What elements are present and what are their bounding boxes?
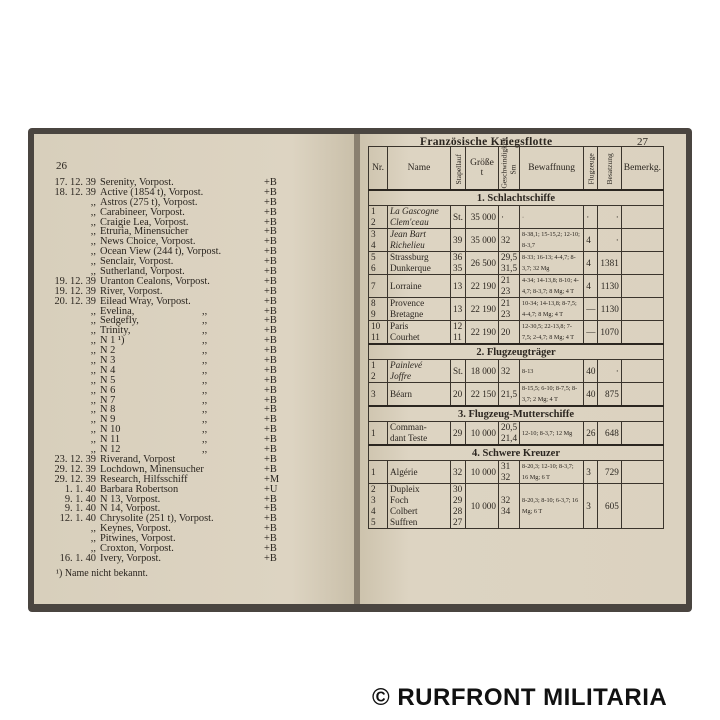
besatzung-cell: 875: [598, 383, 621, 407]
besatzung-cell: 1381: [598, 252, 621, 275]
entry-date: ,,: [90, 424, 96, 436]
entry-mark: +B: [264, 493, 277, 505]
page-title: Französische Kriegsflotte: [420, 136, 553, 148]
num-cell: 7: [369, 275, 388, 298]
bewaffnung-cell: 8-20,3; 12-10; 8-3,7; 16 Mg; 6 T: [520, 461, 584, 484]
bemerkung-cell: [621, 252, 663, 275]
groesse-cell: 22 190: [465, 298, 498, 321]
num-cell: 10 11: [369, 321, 388, 345]
entry-mark: +B: [264, 542, 277, 554]
entry-mark: +B: [264, 414, 277, 426]
entry-mark: +B: [264, 552, 277, 564]
entry-name: N 4: [100, 364, 116, 376]
entry-date: ,,: [90, 355, 96, 367]
bewaffnung-cell: 12-10; 8-3,7; 12 Mg: [520, 422, 584, 446]
list-item: [52, 257, 352, 267]
bemerkung-cell: [621, 422, 663, 446]
page-number: 26: [56, 160, 67, 172]
bemerkung-cell: [621, 360, 663, 383]
entry-date: ,,: [90, 414, 96, 426]
entry-ditto: ,,: [202, 404, 208, 416]
entry-date: ,,: [90, 325, 96, 337]
section-title: 1. Schlachtschiffe: [369, 190, 664, 206]
entry-name: N 14, Vorpost.: [100, 503, 161, 515]
flugzeuge-cell: —: [584, 298, 598, 321]
bemerkung-cell: [621, 383, 663, 407]
entry-mark: +B: [264, 364, 277, 376]
entry-mark: +B: [264, 374, 277, 386]
table-header-row: [369, 147, 664, 191]
entry-date: 29. 12. 39: [54, 463, 96, 475]
entry-ditto: ,,: [202, 364, 208, 376]
bewaffnung-cell: 4-34; 14-13,8; 8-10; 4-4,7; 8-3,7; 8 Mg; 4 T: [520, 275, 584, 298]
entry-name: Senclair, Vorpost.: [100, 256, 174, 268]
bewaffnung-cell: 8-13: [520, 360, 584, 383]
stapellauf-cell: 12 11: [451, 321, 466, 345]
entry-ditto: ,,: [202, 384, 208, 396]
entry-mark: +B: [264, 453, 277, 465]
groesse-cell: 26 500: [465, 252, 498, 275]
list-item: [52, 465, 352, 475]
name-cell: Paris Courhet: [388, 321, 451, 345]
entry-date: 12. 1. 40: [59, 513, 96, 525]
col-bemerkung: Bemerkg.: [621, 147, 663, 191]
entry-mark: +B: [264, 256, 277, 268]
entry-mark: +B: [264, 355, 277, 367]
entry-date: ,,: [90, 226, 96, 238]
entry-date: ,,: [90, 533, 96, 545]
entry-mark: +B: [264, 206, 277, 218]
entry-date: 19. 12. 39: [54, 275, 96, 287]
entry-name: Croxton, Vorpost.: [100, 542, 174, 554]
speed-cell: ·: [498, 206, 519, 229]
entry-mark: +B: [264, 266, 277, 278]
entry-name: Serenity, Vorpost.: [100, 177, 174, 188]
entry-mark: +B: [264, 325, 277, 337]
list-item: [52, 287, 352, 297]
table-row: [369, 461, 664, 484]
entry-date: ,,: [90, 206, 96, 218]
list-item: [52, 544, 352, 554]
entry-ditto: ,,: [202, 325, 208, 337]
stapellauf-cell: 13: [451, 298, 466, 321]
entry-date: ,,: [90, 523, 96, 535]
entry-mark: +B: [264, 523, 277, 535]
bewaffnung-cell: 10-34; 14-13,8; 8-7,5; 4-4,7; 8 Mg; 4 T: [520, 298, 584, 321]
entry-name: Eilead Wray, Vorpost.: [100, 295, 191, 307]
entry-mark: +B: [264, 186, 277, 198]
entry-ditto: ,,: [202, 374, 208, 386]
list-item: [52, 227, 352, 237]
entry-date: ,,: [90, 236, 96, 248]
left-page: [34, 134, 356, 604]
entry-date: 9. 1. 40: [64, 493, 96, 505]
entry-date: ,,: [90, 266, 96, 278]
speed-cell: 21 23: [498, 275, 519, 298]
groesse-cell: 35 000: [465, 206, 498, 229]
entry-mark: +B: [264, 533, 277, 545]
table-row: [369, 360, 664, 383]
list-item: [52, 218, 352, 228]
right-page: [360, 134, 686, 604]
entry-name: N 6: [100, 384, 116, 396]
table-row: [369, 484, 664, 529]
entry-name: N 12: [100, 444, 121, 456]
list-item: [52, 277, 352, 287]
entry-name: Chrysolite (251 t), Vorpost.: [100, 513, 214, 525]
bemerkung-cell: [621, 298, 663, 321]
entry-ditto: ,,: [202, 394, 208, 406]
bewaffnung-cell: 8-38,1; 15-15,2; 12-10; 8-3,7: [520, 229, 584, 252]
num-cell: 3: [369, 383, 388, 407]
entry-date: 18. 12. 39: [54, 186, 96, 198]
section-title: 4. Schwere Kreuzer: [369, 445, 664, 461]
entry-mark: +B: [264, 424, 277, 436]
entry-mark: +B: [264, 226, 277, 238]
besatzung-cell: 1130: [598, 275, 621, 298]
flugzeuge-cell: 3: [584, 461, 598, 484]
col-stapellauf: Stapellauf: [451, 147, 466, 191]
besatzung-cell: ·: [598, 206, 621, 229]
flugzeuge-cell: —: [584, 321, 598, 345]
col-groesse: Größe t: [465, 147, 498, 191]
num-cell: 1: [369, 461, 388, 484]
entry-name: Barbara Robertson: [100, 483, 179, 495]
bemerkung-cell: [621, 461, 663, 484]
entry-mark: +B: [264, 384, 277, 396]
bewaffnung-cell: 8-20,3; 8-10; 6-3,7; 16 Mg; 6 T: [520, 484, 584, 529]
entry-name: Pitwines, Vorpost.: [100, 533, 176, 545]
entry-date: ,,: [90, 444, 96, 456]
section-title: 2. Flugzeugträger: [369, 344, 664, 360]
table-row: [369, 383, 664, 407]
entry-date: ,,: [90, 404, 96, 416]
col-name: Name: [388, 147, 451, 191]
entry-name: News Choice, Vorpost.: [100, 236, 196, 248]
bemerkung-cell: [621, 484, 663, 529]
besatzung-cell: 605: [598, 484, 621, 529]
entry-date: 19. 12. 39: [54, 285, 96, 297]
col-nr: Nr.: [369, 147, 388, 191]
entry-mark: +B: [264, 196, 277, 208]
groesse-cell: 22 190: [465, 321, 498, 345]
table-row: [369, 206, 664, 229]
entry-date: 20. 12. 39: [54, 295, 96, 307]
num-cell: 8 9: [369, 298, 388, 321]
name-cell: Béarn: [388, 383, 451, 407]
entry-name: N 2: [100, 345, 116, 357]
name-cell: Dupleix Foch Colbert Suffren: [388, 484, 451, 529]
entry-date: ,,: [90, 256, 96, 268]
entry-ditto: ,,: [202, 335, 208, 347]
entry-mark: +B: [264, 295, 277, 307]
list-item: [52, 247, 352, 257]
list-item: [52, 475, 352, 485]
stapellauf-cell: 29: [451, 422, 466, 446]
stapellauf-cell: St.: [451, 206, 466, 229]
name-cell: Provence Bretagne: [388, 298, 451, 321]
flugzeuge-cell: 40: [584, 383, 598, 407]
table-row: [369, 321, 664, 345]
bewaffnung-cell: 12-30,5; 22-13,8; 7-7,5; 2-4,7; 8 Mg; 4 T: [520, 321, 584, 345]
name-cell: Strassburg Dunkerque: [388, 252, 451, 275]
entry-date: 23. 12. 39: [54, 453, 96, 465]
entry-mark: +B: [264, 345, 277, 357]
entry-name: N 9: [100, 414, 116, 426]
entry-date: ,,: [90, 315, 96, 327]
bemerkung-cell: [621, 206, 663, 229]
col-bewaffnung: Bewaffnung: [520, 147, 584, 191]
name-cell: Comman- dant Teste: [388, 422, 451, 446]
bewaffnung-cell: 8-33; 16-13; 4-4,7; 8-3,7; 32 Mg: [520, 252, 584, 275]
speed-cell: 20,5 21,4: [498, 422, 519, 446]
besatzung-cell: 648: [598, 422, 621, 446]
entry-mark: +B: [264, 275, 277, 287]
list-item: [52, 188, 352, 198]
watermark: © RURFRONT MILITARIA: [372, 684, 668, 711]
flugzeuge-cell: 4: [584, 275, 598, 298]
bemerkung-cell: [621, 229, 663, 252]
list-item: [52, 495, 352, 505]
entry-ditto: ,,: [202, 414, 208, 426]
entry-name: Etruria, Minensucher: [100, 226, 189, 238]
entry-mark: +B: [264, 513, 277, 525]
besatzung-cell: ·: [598, 360, 621, 383]
entry-name: Ocean View (244 t), Vorpost.: [100, 246, 222, 258]
speed-cell: 29,5 31,5: [498, 252, 519, 275]
num-cell: 5 6: [369, 252, 388, 275]
entry-date: ,,: [90, 364, 96, 376]
section-title: 3. Flugzeug-Mutterschiffe: [369, 406, 664, 422]
list-item: [52, 524, 352, 534]
col-geschwindigkeit: Geschwindigkeit Sm: [500, 137, 518, 189]
loss-list: [52, 178, 352, 564]
entry-date: 17. 12. 39: [54, 177, 96, 188]
entry-ditto: ,,: [202, 305, 208, 317]
entry-name: N 11: [100, 434, 121, 446]
entry-mark: +B: [264, 503, 277, 515]
entry-mark: +B: [264, 394, 277, 406]
entry-name: N 13, Vorpost.: [100, 493, 161, 505]
entry-date: 16. 1. 40: [59, 552, 96, 564]
entry-date: ,,: [90, 374, 96, 386]
speed-cell: 32: [498, 360, 519, 383]
besatzung-cell: ·: [598, 229, 621, 252]
entry-name: N 1 ¹): [100, 335, 125, 347]
entry-date: ,,: [90, 542, 96, 554]
name-cell: Algérie: [388, 461, 451, 484]
table-row: [369, 252, 664, 275]
entry-name: N 3: [100, 355, 116, 367]
name-cell: Jean Bart Richelieu: [388, 229, 451, 252]
entry-date: ,,: [90, 345, 96, 357]
entry-date: 1. 1. 40: [64, 483, 96, 495]
num-cell: 2 3 4 5: [369, 484, 388, 529]
entry-mark: +B: [264, 177, 277, 188]
bewaffnung-cell: 8-15,5; 6-10; 8-7,5; 8-3,7; 2 Mg; 4 T: [520, 383, 584, 407]
entry-name: Ivery, Vorpost.: [100, 552, 161, 564]
groesse-cell: 18 000: [465, 360, 498, 383]
entry-mark: +U: [264, 483, 278, 495]
num-cell: 1 2: [369, 206, 388, 229]
list-item: [52, 554, 352, 564]
entry-mark: +B: [264, 305, 277, 317]
flugzeuge-cell: ·: [584, 206, 598, 229]
entry-date: ,,: [90, 305, 96, 317]
entry-name: Craigie Lea, Vorpost.: [100, 216, 189, 228]
entry-name: Research, Hilfsschiff: [100, 473, 188, 485]
speed-cell: 21 23: [498, 298, 519, 321]
name-cell: Painlevé Joffre: [388, 360, 451, 383]
entry-ditto: ,,: [202, 345, 208, 357]
num-cell: 1 2: [369, 360, 388, 383]
entry-name: Uranton Cealons, Vorpost.: [100, 275, 210, 287]
list-item: [52, 208, 352, 218]
entry-date: ,,: [90, 335, 96, 347]
entry-name: Trinity,: [100, 325, 131, 337]
stapellauf-cell: 32: [451, 461, 466, 484]
num-cell: 3 4: [369, 229, 388, 252]
entry-name: Riverand, Vorpost: [100, 453, 176, 465]
besatzung-cell: 1130: [598, 298, 621, 321]
entry-date: ,,: [90, 216, 96, 228]
bewaffnung-cell: ·: [520, 206, 584, 229]
bemerkung-cell: [621, 321, 663, 345]
flugzeuge-cell: 4: [584, 229, 598, 252]
num-cell: 1: [369, 422, 388, 446]
list-item: [52, 534, 352, 544]
entry-name: Keynes, Vorpost.: [100, 523, 171, 535]
footnote: ¹) Name nicht bekannt.: [56, 568, 148, 579]
entry-date: ,,: [90, 246, 96, 258]
entry-mark: +B: [264, 246, 277, 258]
entry-date: ,,: [90, 196, 96, 208]
col-besatzung: Besatzung: [598, 147, 621, 191]
entry-date: ,,: [90, 384, 96, 396]
entry-mark: +B: [264, 315, 277, 327]
bemerkung-cell: [621, 275, 663, 298]
stapellauf-cell: 39: [451, 229, 466, 252]
stapellauf-cell: St.: [451, 360, 466, 383]
speed-cell: 31 32: [498, 461, 519, 484]
entry-ditto: ,,: [202, 444, 208, 456]
list-item: [52, 198, 352, 208]
col-flugzeuge: Flugzeuge: [584, 147, 598, 191]
entry-ditto: ,,: [202, 315, 208, 327]
besatzung-cell: 1070: [598, 321, 621, 345]
entry-ditto: ,,: [202, 355, 208, 367]
entry-mark: +B: [264, 216, 277, 228]
table-row: [369, 275, 664, 298]
groesse-cell: 22 150: [465, 383, 498, 407]
entry-mark: +B: [264, 335, 277, 347]
stapellauf-cell: 13: [451, 275, 466, 298]
entry-mark: +B: [264, 285, 277, 297]
entry-name: N 10: [100, 424, 121, 436]
entry-name: N 8: [100, 404, 116, 416]
list-item: [52, 485, 352, 495]
entry-name: Lochdown, Minensucher: [100, 463, 204, 475]
groesse-cell: 35 000: [465, 229, 498, 252]
speed-cell: 32: [498, 229, 519, 252]
flugzeuge-cell: 4: [584, 252, 598, 275]
flugzeuge-cell: 40: [584, 360, 598, 383]
table-row: [369, 229, 664, 252]
entry-name: Sutherland, Vorpost.: [100, 266, 185, 278]
entry-mark: +B: [264, 444, 277, 456]
entry-name: River, Vorpost.: [100, 285, 163, 297]
entry-date: ,,: [90, 394, 96, 406]
flugzeuge-cell: 3: [584, 484, 598, 529]
entry-mark: +B: [264, 404, 277, 416]
groesse-cell: 10 000: [465, 484, 498, 529]
entry-mark: +B: [264, 236, 277, 248]
entry-name: Astros (275 t), Vorpost.: [100, 196, 198, 208]
table-row: [369, 422, 664, 446]
entry-ditto: ,,: [202, 434, 208, 446]
entry-name: N 5: [100, 374, 116, 386]
entry-mark: +M: [264, 473, 280, 485]
entry-name: Evelina,: [100, 305, 135, 317]
entry-mark: +B: [264, 434, 277, 446]
entry-date: ,,: [90, 434, 96, 446]
groesse-cell: 10 000: [465, 422, 498, 446]
flugzeuge-cell: 26: [584, 422, 598, 446]
entry-name: Active (1854 t), Vorpost.: [100, 186, 204, 198]
page-number: 27: [637, 136, 648, 148]
stapellauf-cell: 20: [451, 383, 466, 407]
speed-cell: 32 34: [498, 484, 519, 529]
entry-ditto: ,,: [202, 424, 208, 436]
entry-name: N 7: [100, 394, 116, 406]
entry-date: 9. 1. 40: [64, 503, 96, 515]
name-cell: La Gascogne Clem'ceau: [388, 206, 451, 229]
stapellauf-cell: 30 29 28 27: [451, 484, 466, 529]
entry-name: Sedgefly,: [100, 315, 139, 327]
name-cell: Lorraine: [388, 275, 451, 298]
entry-date: 29. 12. 39: [54, 473, 96, 485]
speed-cell: 20: [498, 321, 519, 345]
groesse-cell: 22 190: [465, 275, 498, 298]
entry-name: Carabineer, Vorpost.: [100, 206, 185, 218]
besatzung-cell: 729: [598, 461, 621, 484]
table-row: [369, 298, 664, 321]
speed-cell: 21,5: [498, 383, 519, 407]
groesse-cell: 10 000: [465, 461, 498, 484]
stapellauf-cell: 36 35: [451, 252, 466, 275]
list-item: [52, 445, 352, 455]
list-item: [52, 514, 352, 524]
entry-mark: +B: [264, 463, 277, 475]
